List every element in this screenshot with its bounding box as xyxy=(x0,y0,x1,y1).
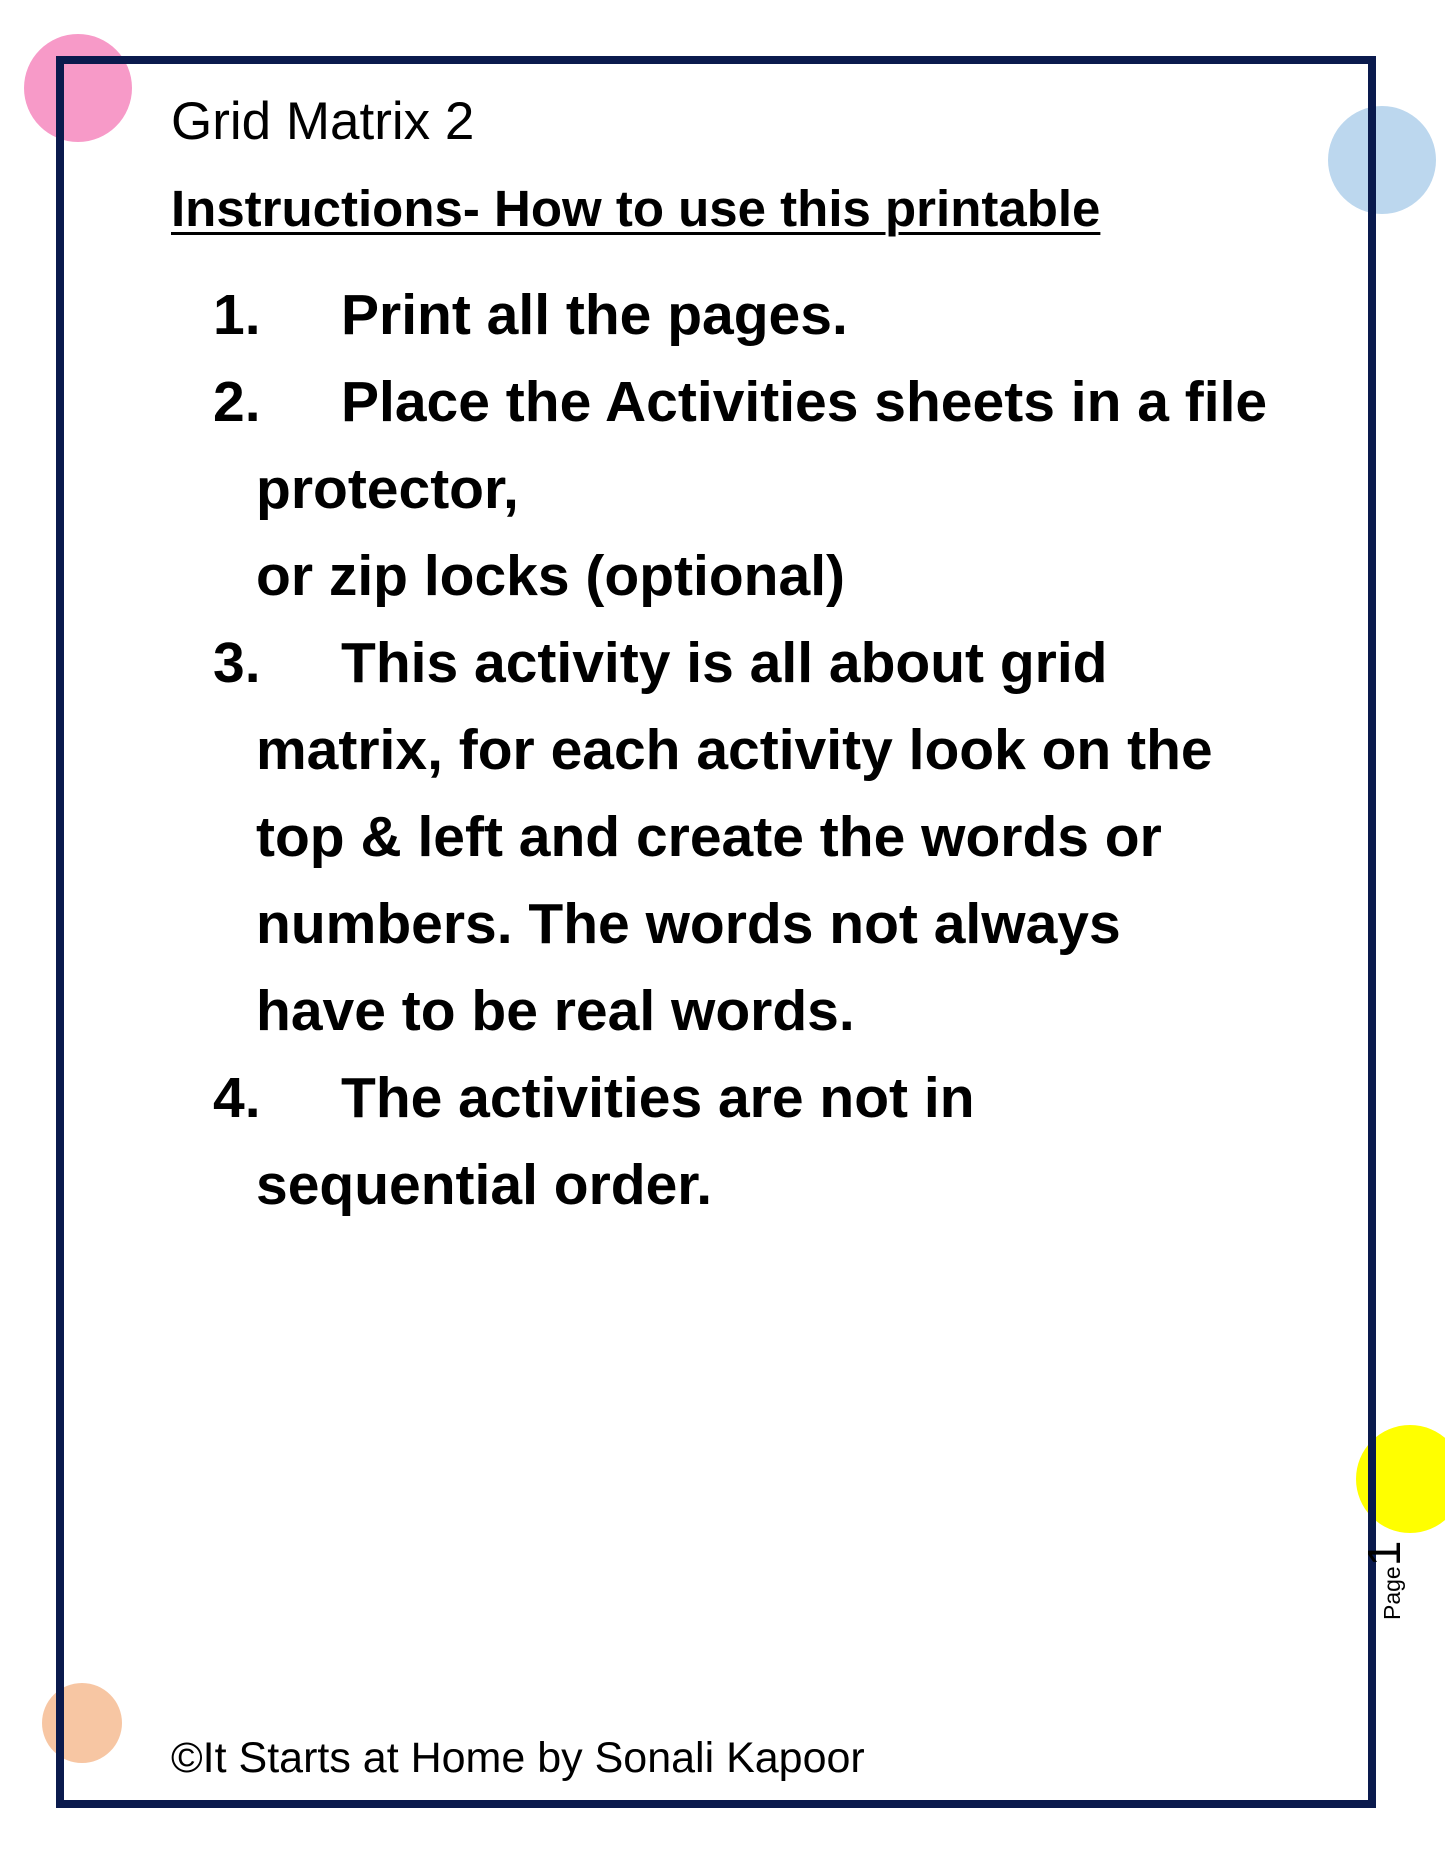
step-text-continued: top & left and create the words or xyxy=(256,805,1162,869)
step-text-continued: protector, xyxy=(256,457,519,521)
instructions-list xyxy=(213,272,1333,1229)
step-text-continued: or zip locks (optional) xyxy=(256,544,846,608)
step-number: 1. xyxy=(213,283,261,347)
page-number: 1 xyxy=(1358,1540,1410,1567)
step-text: Print all the pages. xyxy=(341,283,848,347)
step-4 xyxy=(213,1055,1333,1229)
step-text-continued: matrix, for each activity look on the xyxy=(256,718,1213,782)
step-text: The activities are not in xyxy=(341,1066,975,1130)
step-text-continued: numbers. The words not always xyxy=(256,892,1121,956)
document-title: Grid Matrix 2 xyxy=(171,92,475,151)
step-number: 2. xyxy=(213,370,261,434)
page-word: Page xyxy=(1379,1566,1405,1620)
step-2 xyxy=(213,359,1333,620)
step-text-continued: sequential order. xyxy=(256,1153,713,1217)
step-number: 4. xyxy=(213,1066,261,1130)
step-number: 3. xyxy=(213,631,261,695)
step-3 xyxy=(213,620,1333,1055)
page-number-label xyxy=(1357,1541,1411,1620)
step-1 xyxy=(213,272,1333,359)
step-text-continued: have to be real words. xyxy=(256,979,855,1043)
copyright-footer: ©It Starts at Home by Sonali Kapoor xyxy=(171,1734,865,1782)
instructions-heading: Instructions- How to use this printable xyxy=(171,180,1101,237)
step-text: This activity is all about grid xyxy=(341,631,1108,695)
step-text: Place the Activities sheets in a file xyxy=(341,370,1268,434)
